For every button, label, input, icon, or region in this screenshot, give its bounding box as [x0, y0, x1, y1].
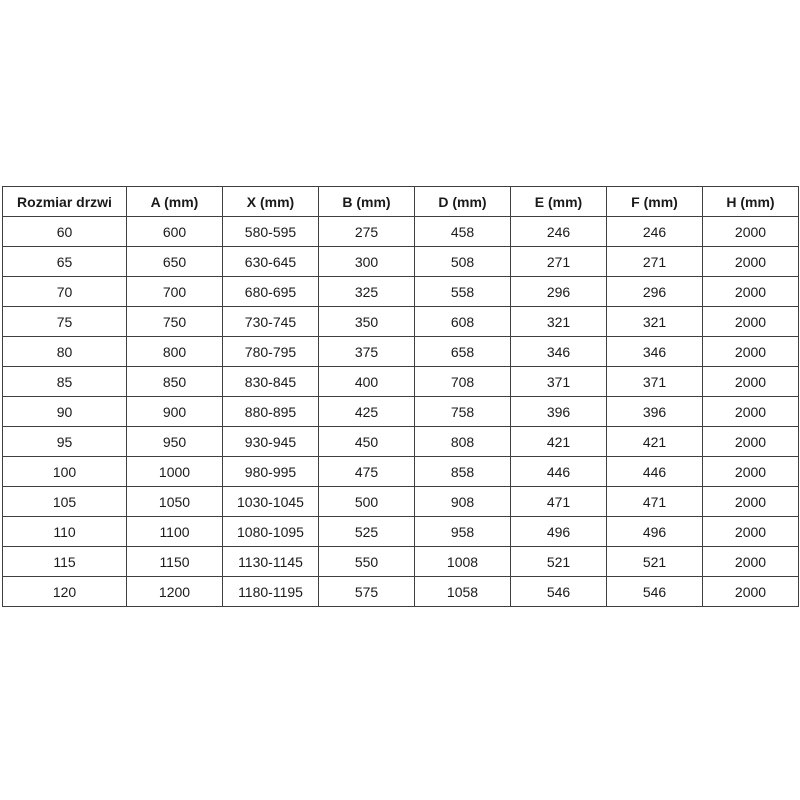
table-cell: 500 [319, 487, 415, 517]
table-cell: 496 [511, 517, 607, 547]
table-cell: 550 [319, 547, 415, 577]
table-cell: 120 [3, 577, 127, 607]
table-cell: 1100 [127, 517, 223, 547]
table-cell: 296 [511, 277, 607, 307]
table-cell: 75 [3, 307, 127, 337]
table-cell: 80 [3, 337, 127, 367]
table-cell: 1000 [127, 457, 223, 487]
table-cell: 2000 [703, 337, 799, 367]
table-cell: 1200 [127, 577, 223, 607]
table-cell: 780-795 [223, 337, 319, 367]
table-cell: 521 [511, 547, 607, 577]
table-cell: 425 [319, 397, 415, 427]
table-cell: 858 [415, 457, 511, 487]
table-row [3, 577, 799, 607]
table-cell: 396 [607, 397, 703, 427]
table-cell: 650 [127, 247, 223, 277]
table-cell: 850 [127, 367, 223, 397]
table-cell: 471 [607, 487, 703, 517]
table-cell: 580-595 [223, 217, 319, 247]
table-cell: 2000 [703, 217, 799, 247]
table-header-row [3, 187, 799, 217]
table-cell: 271 [607, 247, 703, 277]
table-cell: 1050 [127, 487, 223, 517]
table-cell: 421 [607, 427, 703, 457]
table-cell: 85 [3, 367, 127, 397]
table-cell: 521 [607, 547, 703, 577]
table-cell: 2000 [703, 427, 799, 457]
door-size-table [2, 186, 799, 607]
table-cell: 700 [127, 277, 223, 307]
table-cell: 396 [511, 397, 607, 427]
table-cell: 1150 [127, 547, 223, 577]
table-cell: 496 [607, 517, 703, 547]
table-cell: 475 [319, 457, 415, 487]
table-cell: 346 [511, 337, 607, 367]
table-row [3, 307, 799, 337]
table-cell: 658 [415, 337, 511, 367]
table-cell: 2000 [703, 397, 799, 427]
table-cell: 246 [511, 217, 607, 247]
table-cell: 271 [511, 247, 607, 277]
table-cell: 458 [415, 217, 511, 247]
table-cell: 508 [415, 247, 511, 277]
table-cell: 2000 [703, 457, 799, 487]
table-cell: 546 [511, 577, 607, 607]
table-cell: 450 [319, 427, 415, 457]
table-cell: 446 [607, 457, 703, 487]
table-row [3, 337, 799, 367]
table-cell: 2000 [703, 307, 799, 337]
table-cell: 471 [511, 487, 607, 517]
table-cell: 546 [607, 577, 703, 607]
header-a-mm: A (mm) [127, 187, 223, 217]
table-cell: 2000 [703, 577, 799, 607]
table-cell: 400 [319, 367, 415, 397]
table-cell: 930-945 [223, 427, 319, 457]
table-cell: 375 [319, 337, 415, 367]
table-cell: 65 [3, 247, 127, 277]
table-cell: 525 [319, 517, 415, 547]
table-cell: 1058 [415, 577, 511, 607]
table-cell: 321 [607, 307, 703, 337]
table-cell: 90 [3, 397, 127, 427]
table-cell: 1030-1045 [223, 487, 319, 517]
table-cell: 750 [127, 307, 223, 337]
table-cell: 110 [3, 517, 127, 547]
table-cell: 100 [3, 457, 127, 487]
table-cell: 300 [319, 247, 415, 277]
table-cell: 880-895 [223, 397, 319, 427]
header-rozmiar-drzwi: Rozmiar drzwi [3, 187, 127, 217]
table-cell: 708 [415, 367, 511, 397]
table-cell: 2000 [703, 247, 799, 277]
table-cell: 908 [415, 487, 511, 517]
table-cell: 2000 [703, 517, 799, 547]
table-cell: 346 [607, 337, 703, 367]
table-cell: 1180-1195 [223, 577, 319, 607]
table-cell: 558 [415, 277, 511, 307]
header-e-mm: E (mm) [511, 187, 607, 217]
table-cell: 575 [319, 577, 415, 607]
header-b-mm: B (mm) [319, 187, 415, 217]
table-cell: 296 [607, 277, 703, 307]
table-cell: 371 [511, 367, 607, 397]
table-cell: 421 [511, 427, 607, 457]
table-cell: 325 [319, 277, 415, 307]
table-cell: 105 [3, 487, 127, 517]
table-cell: 730-745 [223, 307, 319, 337]
table-cell: 321 [511, 307, 607, 337]
table-cell: 2000 [703, 367, 799, 397]
table-row [3, 547, 799, 577]
table-body [3, 217, 799, 607]
table-cell: 246 [607, 217, 703, 247]
table-cell: 275 [319, 217, 415, 247]
table-cell: 1130-1145 [223, 547, 319, 577]
table-cell: 830-845 [223, 367, 319, 397]
table-cell: 680-695 [223, 277, 319, 307]
table-cell: 1008 [415, 547, 511, 577]
table-cell: 958 [415, 517, 511, 547]
table-cell: 608 [415, 307, 511, 337]
table-cell: 1080-1095 [223, 517, 319, 547]
table-row [3, 517, 799, 547]
table-cell: 60 [3, 217, 127, 247]
table-row [3, 217, 799, 247]
table-cell: 2000 [703, 277, 799, 307]
table-row [3, 367, 799, 397]
table-cell: 600 [127, 217, 223, 247]
table-cell: 2000 [703, 487, 799, 517]
table-cell: 350 [319, 307, 415, 337]
header-f-mm: F (mm) [607, 187, 703, 217]
table-row [3, 397, 799, 427]
table-cell: 2000 [703, 547, 799, 577]
table-row [3, 247, 799, 277]
table-row [3, 277, 799, 307]
header-x-mm: X (mm) [223, 187, 319, 217]
table-row [3, 487, 799, 517]
header-h-mm: H (mm) [703, 187, 799, 217]
table-cell: 900 [127, 397, 223, 427]
table-cell: 980-995 [223, 457, 319, 487]
table-cell: 70 [3, 277, 127, 307]
table-cell: 758 [415, 397, 511, 427]
table-row [3, 457, 799, 487]
table-cell: 808 [415, 427, 511, 457]
table-cell: 950 [127, 427, 223, 457]
table-row [3, 427, 799, 457]
header-d-mm: D (mm) [415, 187, 511, 217]
table-cell: 630-645 [223, 247, 319, 277]
table-cell: 371 [607, 367, 703, 397]
table-cell: 800 [127, 337, 223, 367]
table-cell: 446 [511, 457, 607, 487]
table-cell: 95 [3, 427, 127, 457]
table-cell: 115 [3, 547, 127, 577]
